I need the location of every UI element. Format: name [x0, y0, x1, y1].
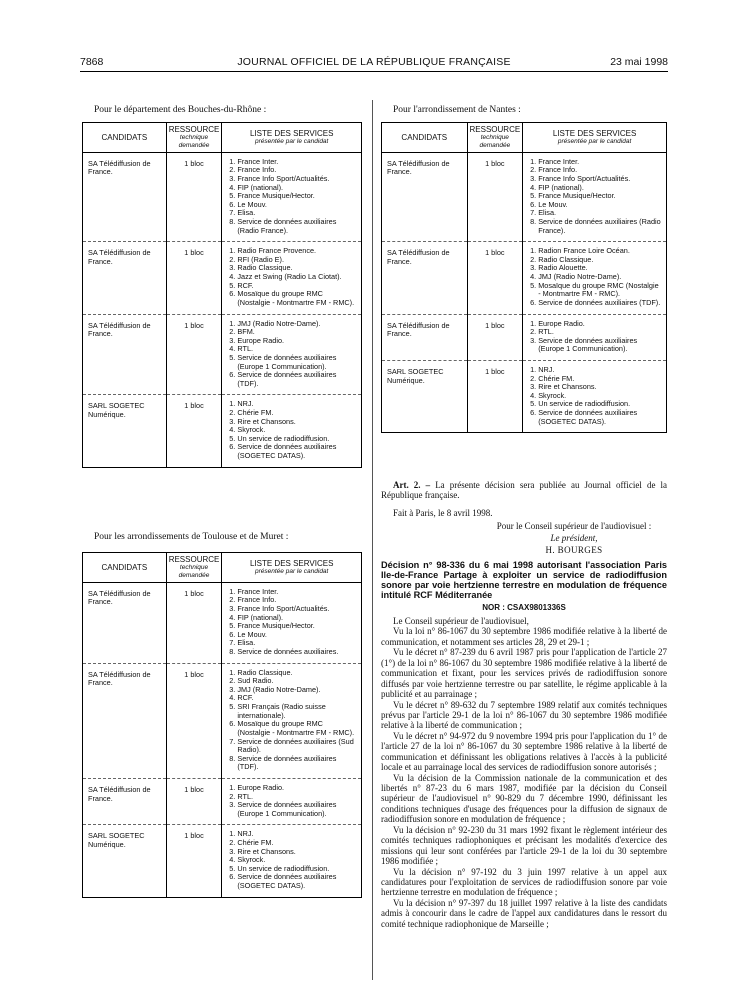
- candidate-subtitle: Numérique.: [88, 409, 126, 419]
- service-item: 3. France Info Sport/Actualités.: [237, 175, 357, 184]
- candidate-name: SARL SOGETEC: [387, 366, 444, 376]
- service-item: 7. Service de données auxiliaires (Sud Radio).: [237, 738, 357, 755]
- column-header-sublabel: présentée par le candidat: [557, 138, 632, 146]
- service-item: 5. RCF.: [237, 282, 357, 291]
- column-header-ressource: [166, 553, 222, 583]
- resource-cell: 1 bloc: [166, 395, 222, 467]
- service-item: 3. Radio Classique.: [237, 264, 357, 273]
- signing-place-date: Fait à Paris, le 8 avril 1998.: [393, 508, 493, 518]
- services-cell: [222, 242, 362, 314]
- service-item: 2. RFI (Radio E).: [237, 256, 357, 265]
- service-item: 5. France Musique/Hector.: [237, 192, 357, 201]
- column-header-sublabel: technique demandée: [479, 134, 511, 150]
- candidate-name: SA Télédiffusion de France.: [88, 669, 151, 688]
- service-item: 6. Service de données auxiliaires (TDF).: [237, 371, 357, 388]
- publication-date: 23 mai 1998: [610, 56, 668, 68]
- candidate-cell: [83, 582, 167, 663]
- column-header-candidats: [382, 123, 468, 153]
- service-item: 1. NRJ.: [237, 400, 357, 409]
- candidate-cell: [83, 152, 167, 241]
- candidate-name: SA Télédiffusion de France.: [387, 158, 450, 177]
- service-item: 1. NRJ.: [538, 366, 662, 375]
- candidate-name: SA Télédiffusion de France.: [88, 588, 151, 607]
- services-list: [226, 588, 357, 657]
- service-item: 3. Europe Radio.: [237, 337, 357, 346]
- resource-cell: 1 bloc: [467, 360, 523, 432]
- services-list: [527, 320, 662, 354]
- table-row: [83, 582, 362, 663]
- service-item: 2. Chérie FM.: [538, 375, 662, 384]
- candidate-name: SARL SOGETEC: [88, 401, 145, 411]
- decision-paragraph: Vu la décision n° 92-230 du 31 mars 1992 fixant le règlement intérieur des comités techniques radiophoniques et précisant les modalités d'exercice des missions qui leur sont conférées par l'article 29-1 de la loi du 30 septembre 1986 modifiée ;: [381, 824, 667, 867]
- services-cell: [222, 152, 362, 241]
- column-header-liste: [222, 123, 362, 153]
- service-item: 2. RTL.: [538, 328, 662, 337]
- candidate-cell: [83, 314, 167, 395]
- decision-paragraph: Vu la décision de la Commission nationale de la communication et des libertés n° 87-23 du 6 mars 1987, modifiée par la décision du Conseil supérieur de l'audiovisuel n° 90-829 du 7 décembre 1990, définissant les conditions techniques d'usage des fréquences pour la diffusion de signaux de radiodiffusion sonore en modulation de fréquence ;: [381, 772, 667, 825]
- service-item: 3. Service de données auxiliaires (Europe 1 Communication).: [538, 337, 662, 354]
- column-header-label: CANDIDATS: [101, 132, 148, 142]
- services-cell: [222, 663, 362, 778]
- table-row: [83, 242, 362, 314]
- resource-cell: 1 bloc: [166, 152, 222, 241]
- service-item: 6. Service de données auxiliaires (SOGETEC DATAS).: [237, 873, 357, 890]
- service-item: 4. Jazz et Swing (Radio La Ciotat).: [237, 273, 357, 282]
- page-number: 7868: [80, 56, 104, 68]
- candidate-cell: [382, 314, 468, 360]
- service-item: 1. NRJ.: [237, 830, 357, 839]
- services-list: [226, 320, 357, 389]
- column-header-liste: [523, 123, 667, 153]
- table-row: [382, 242, 667, 314]
- services-cell: [222, 778, 362, 824]
- service-item: 1. France Inter.: [538, 158, 662, 167]
- column-header-sublabel: technique demandée: [178, 564, 210, 580]
- candidate-cell: [382, 360, 468, 432]
- service-item: 2. BFM.: [237, 328, 357, 337]
- service-item: 5. Mosaïque du groupe RMC (Nostalgie - Montmartre FM - RMC).: [538, 282, 662, 299]
- services-cell: [222, 395, 362, 467]
- page-header: [80, 56, 668, 70]
- resource-cell: 1 bloc: [166, 663, 222, 778]
- column-header-candidats: [83, 553, 167, 583]
- service-item: 3. Rire et Chansons.: [237, 848, 357, 857]
- column-header-sublabel: présentée par le candidat: [255, 138, 329, 146]
- journal-title: JOURNAL OFFICIEL DE LA RÉPUBLIQUE FRANÇAISE: [237, 56, 511, 68]
- service-item: 4. FIP (national).: [538, 184, 662, 193]
- column-header-label: RESSOURCE: [469, 125, 521, 134]
- services-cell: [523, 152, 667, 241]
- signatory-name: H. BOURGES: [545, 545, 603, 555]
- resource-cell: 1 bloc: [166, 314, 222, 395]
- services-list: [226, 247, 357, 307]
- service-item: 8. Service de données auxiliaires (Radio France).: [237, 218, 357, 235]
- service-item: 3. Rire et Chansons.: [237, 418, 357, 427]
- candidate-subtitle: Numérique.: [387, 375, 425, 385]
- candidate-cell: [83, 663, 167, 778]
- services-cell: [222, 314, 362, 395]
- services-list: [527, 247, 662, 307]
- service-item: 2. Sud Radio.: [237, 677, 357, 686]
- services-cell: [523, 242, 667, 314]
- resource-cell: 1 bloc: [467, 242, 523, 314]
- services-list: [226, 669, 357, 772]
- article-2: [381, 480, 667, 501]
- candidate-cell: [83, 778, 167, 824]
- services-list: [226, 158, 357, 235]
- service-item: 6. Service de données auxiliaires (SOGETEC DATAS).: [538, 409, 662, 426]
- column-header-candidats: [83, 123, 167, 153]
- table-row: [83, 778, 362, 824]
- column-header-liste: [222, 553, 362, 583]
- signing-authority: Pour le Conseil supérieur de l'audiovisuel :: [496, 521, 652, 531]
- table1-caption: Pour le département des Bouches-du-Rhône :: [94, 105, 267, 115]
- service-item: 4. FIP (national).: [237, 184, 357, 193]
- resource-cell: 1 bloc: [166, 778, 222, 824]
- table-row: [83, 663, 362, 778]
- services-list: [226, 830, 357, 890]
- table2-caption: Pour les arrondissements de Toulouse et de Muret :: [94, 532, 289, 542]
- resource-cell: 1 bloc: [166, 825, 222, 897]
- resource-cell: 1 bloc: [467, 314, 523, 360]
- decision-paragraph: Vu le décret n° 89-632 du 7 septembre 1989 relatif aux comités techniques prévus par l'article 29-1 de la loi n° 86-1067 du 30 septembre 1986 modifiée relative à la liberté de communication ;: [381, 699, 667, 731]
- table-row: [382, 314, 667, 360]
- service-item: 5. France Musique/Hector.: [538, 192, 662, 201]
- table-nantes: [381, 122, 667, 433]
- candidate-cell: [83, 825, 167, 897]
- service-item: 6. Le Mouv.: [237, 201, 357, 210]
- column-header-label: CANDIDATS: [101, 562, 148, 572]
- candidate-name: SA Télédiffusion de France.: [88, 158, 151, 177]
- decision-title: Décision n° 98-336 du 6 mai 1998 autorisant l'association Paris Ile-de-France Partage à exploiter un service de radiodiffusion sonore par voie hertzienne terrestre en modulation de fréquence intitulé RCF Méditerranée: [381, 560, 667, 601]
- column-header-ressource: [467, 123, 523, 153]
- services-list: [226, 784, 357, 818]
- table-row: [83, 825, 362, 897]
- service-item: 5. Service de données auxiliaires (Europe 1 Communication).: [237, 354, 357, 371]
- service-item: 6. Le Mouv.: [538, 201, 662, 210]
- service-item: 3. France Info Sport/Actualités.: [237, 605, 357, 614]
- service-item: 1. Europe Radio.: [538, 320, 662, 329]
- service-item: 4. JMJ (Radio Notre-Dame).: [538, 273, 662, 282]
- service-item: 7. Elisa.: [538, 209, 662, 218]
- table-row: [83, 152, 362, 241]
- service-item: 1. Europe Radio.: [237, 784, 357, 793]
- decision-body: [381, 616, 667, 929]
- column-header-ressource: [166, 123, 222, 153]
- service-item: 4. Skyrock.: [538, 392, 662, 401]
- service-item: 6. Service de données auxiliaires (SOGETEC DATAS).: [237, 443, 357, 460]
- service-item: 1. Radion France Loire Océan.: [538, 247, 662, 256]
- signatory-title: Le président,: [550, 533, 598, 543]
- decision-paragraph: Vu la décision n° 97-192 du 3 juin 1997 relative à un appel aux candidatures pour l'exploitation de services de radiodiffusion sonore par voie hertzienne terrestre en modulation de fréquence ;: [381, 866, 667, 898]
- candidate-name: SA Télédiffusion de France.: [387, 320, 450, 339]
- services-cell: [523, 360, 667, 432]
- candidate-name: SARL SOGETEC: [88, 831, 145, 841]
- column-header-sublabel: technique demandée: [178, 134, 210, 150]
- candidate-name: SA Télédiffusion de France.: [88, 320, 151, 339]
- service-item: 4. RTL.: [237, 345, 357, 354]
- service-item: 3. JMJ (Radio Notre-Dame).: [237, 686, 357, 695]
- decision-paragraph: Vu le décret n° 94-972 du 9 novembre 1994 pris pour l'application du 1° de l'article 27 de la loi n° 86-1067 du 30 septembre 1986 relative à la liberté de communication et définissant les obligations relatives à l'accès à la publicité locale et au parrainage local des services de radiodiffusion sonore autorisés ;: [381, 730, 667, 773]
- nor-reference: NOR : CSAX9801336S: [482, 603, 566, 612]
- column-header-label: LISTE DES SERVICES: [552, 128, 637, 138]
- table3-caption: Pour l'arrondissement de Nantes :: [393, 105, 521, 115]
- service-item: 1. France Inter.: [237, 588, 357, 597]
- candidate-cell: [382, 152, 468, 241]
- table-row: [83, 395, 362, 467]
- service-item: 7. Elisa.: [237, 209, 357, 218]
- candidate-cell: [83, 242, 167, 314]
- service-item: 3. Radio Alouette.: [538, 264, 662, 273]
- article-2-label: Art. 2. –: [393, 480, 431, 490]
- service-item: 5. Un service de radiodiffusion.: [237, 865, 357, 874]
- service-item: 3. Rire et Chansons.: [538, 383, 662, 392]
- table-toulouse-muret: [82, 552, 362, 898]
- decision-paragraph: Vu le décret n° 87-239 du 6 avril 1987 pris pour l'application de l'article 27 (1°) de la loi n° 86-1067 du 30 septembre 1986 modifiée relative à la liberté de communication et fixant, pour les services privés de radiodiffusion sonore diffusés par voie hertzienne terrestre ou par satellite, le régime applicable à la publicité et au parrainage ;: [381, 647, 667, 700]
- service-item: 1. JMJ (Radio Notre-Dame).: [237, 320, 357, 329]
- service-item: 2. France Info.: [237, 166, 357, 175]
- service-item: 6. Le Mouv.: [237, 631, 357, 640]
- article-2-text: La présente décision sera publiée au Journal officiel de la République française.: [381, 480, 667, 501]
- service-item: 5. Un service de radiodiffusion.: [538, 400, 662, 409]
- column-header-label: LISTE DES SERVICES: [249, 128, 334, 138]
- service-item: 6. Mosaïque du groupe RMC (Nostalgie - Montmartre FM - RMC).: [237, 290, 357, 307]
- candidate-name: SA Télédiffusion de France.: [88, 784, 151, 803]
- service-item: 8. Service de données auxiliaires (Radio France).: [538, 218, 662, 235]
- column-header-label: RESSOURCE: [168, 555, 220, 564]
- resource-cell: 1 bloc: [467, 152, 523, 241]
- service-item: 2. Chérie FM.: [237, 409, 357, 418]
- resource-cell: 1 bloc: [166, 242, 222, 314]
- service-item: 2. Radio Classique.: [538, 256, 662, 265]
- service-item: 1. Radio Classique.: [237, 669, 357, 678]
- table-row: [83, 314, 362, 395]
- column-header-label: CANDIDATS: [401, 132, 448, 142]
- service-item: 7. Elisa.: [237, 639, 357, 648]
- header-rule: [80, 71, 668, 72]
- services-cell: [523, 314, 667, 360]
- services-list: [226, 400, 357, 460]
- service-item: 5. Un service de radiodiffusion.: [237, 435, 357, 444]
- candidate-name: SA Télédiffusion de France.: [88, 248, 151, 266]
- service-item: 4. Skyrock.: [237, 426, 357, 435]
- column-header-sublabel: présentée par le candidat: [255, 568, 329, 576]
- service-item: 8. Service de données auxiliaires.: [237, 648, 357, 657]
- candidate-subtitle: Numérique.: [88, 839, 126, 849]
- column-header-label: LISTE DES SERVICES: [249, 558, 334, 568]
- service-item: 5. SRI Français (Radio suisse internationale).: [237, 703, 357, 720]
- services-cell: [222, 582, 362, 663]
- services-cell: [222, 825, 362, 897]
- service-item: 4. FIP (national).: [237, 614, 357, 623]
- service-item: 3. France Info Sport/Actualités.: [538, 175, 662, 184]
- service-item: 4. Skyrock.: [237, 856, 357, 865]
- service-item: 2. France Info.: [237, 596, 357, 605]
- candidate-cell: [83, 395, 167, 467]
- decision-paragraph: Vu la loi n° 86-1067 du 30 septembre 1986 modifiée relative à la liberté de communication, et notamment ses articles 28, 29 et 29-1 ;: [381, 626, 667, 647]
- resource-cell: 1 bloc: [166, 582, 222, 663]
- services-list: [527, 366, 662, 426]
- services-list: [527, 158, 662, 235]
- candidate-name: SA Télédiffusion de France.: [387, 248, 450, 266]
- service-item: 8. Service de données auxiliaires (TDF).: [237, 755, 357, 772]
- service-item: 1. France Inter.: [237, 158, 357, 167]
- service-item: 6. Mosaïque du groupe RMC (Nostalgie - Montmartre FM - RMC).: [237, 720, 357, 737]
- candidate-cell: [382, 242, 468, 314]
- service-item: 3. Service de données auxiliaires (Europe 1 Communication).: [237, 801, 357, 818]
- table-row: [382, 360, 667, 432]
- table-bouches-du-rhone: [82, 122, 362, 468]
- service-item: 1. Radio France Provence.: [237, 247, 357, 256]
- column-divider: [372, 100, 373, 980]
- service-item: 5. France Musique/Hector.: [237, 622, 357, 631]
- service-item: 2. RTL.: [237, 793, 357, 802]
- decision-paragraph: Vu la décision n° 97-397 du 18 juillet 1997 relative à la liste des candidats admis à concourir dans le cadre de l'appel aux candidatures dans le ressort du comité technique radiophonique de Marseille ;: [381, 897, 667, 929]
- table-row: [382, 152, 667, 241]
- decision-paragraph: Le Conseil supérieur de l'audiovisuel,: [393, 616, 529, 626]
- service-item: 6. Service de données auxiliaires (TDF).: [538, 299, 662, 308]
- column-header-label: RESSOURCE: [168, 125, 220, 134]
- service-item: 2. France Info.: [538, 166, 662, 175]
- service-item: 4. RCF.: [237, 694, 357, 703]
- service-item: 2. Chérie FM.: [237, 839, 357, 848]
